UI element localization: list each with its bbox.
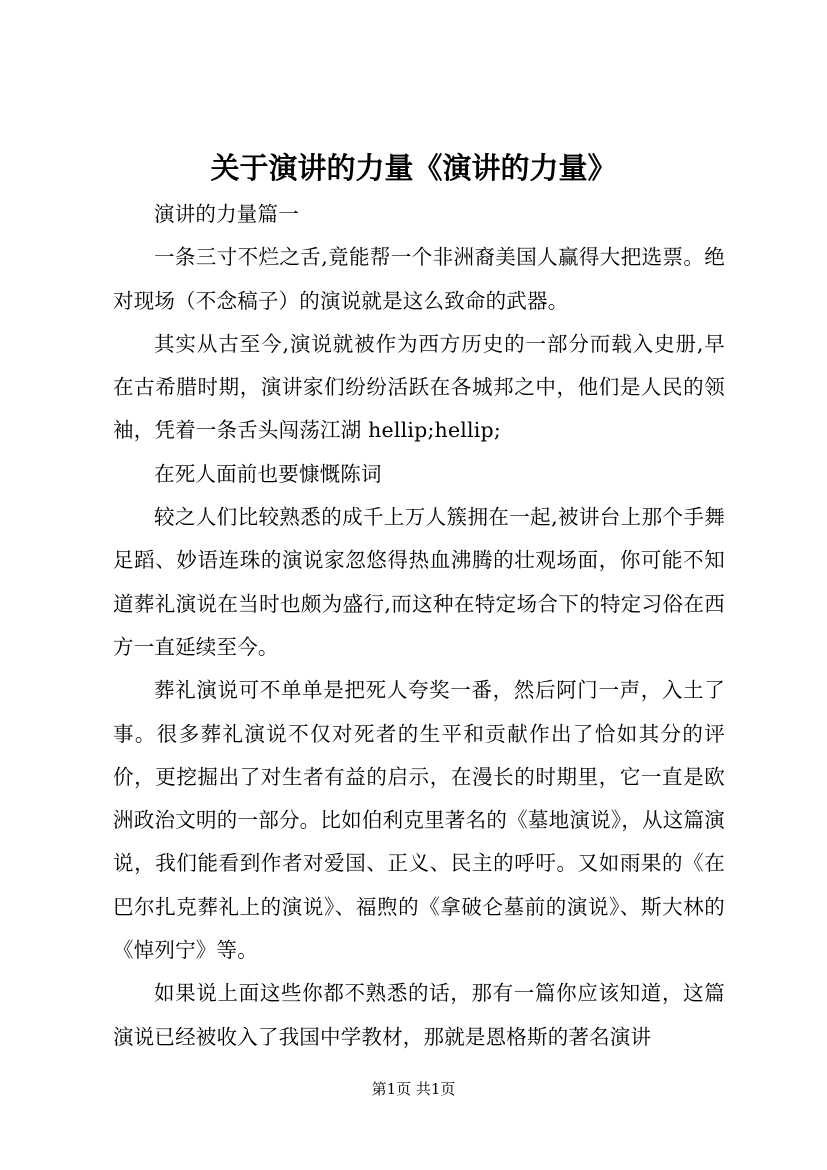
document-title: 关于演讲的力量《演讲的力量》	[210, 151, 617, 185]
document-body	[113, 193, 725, 1059]
paragraph: 葬礼演说可不单单是把死人夸奖一番，然后阿门一声，入土了事。很多葬礼演说不仅对死者的生平和贡献作出了恰如其分的评价，更挖掘出了对生者有益的启示，在漫长的时期里，它一直是欧洲政治文明的一部分。比如伯利克里著名的《墓地演说》，从这篇演说，我们能看到作者对爱国、正义、民主的呼吁。又如雨果的《在巴尔扎克葬礼上的演说》、福煦的《拿破仑墓前的演说》、斯大林的《悼列宁》等。	[113, 678, 725, 963]
paragraph: 如果说上面这些你都不熟悉的话，那有一篇你应该知道，这篇演说已经被收入了我国中学教材，那就是恩格斯的著名演讲	[113, 981, 725, 1049]
paragraph: 一条三寸不烂之舌,竟能帮一个非洲裔美国人赢得大把选票。绝对现场（不念稿子）的演说就是这么致命的武器。	[113, 245, 725, 313]
paragraph: 其实从古至今,演说就被作为西方历史的一部分而载入史册,早在古希腊时期，演讲家们纷纷活跃在各城邦之中，他们是人民的领袖，凭着一条舌头闯荡江湖 hellip;hellip;	[113, 331, 725, 443]
paragraph: 较之人们比较熟悉的成千上万人簇拥在一起,被讲台上那个手舞足蹈、妙语连珠的演说家忽悠得热血沸腾的壮观场面，你可能不知道葬礼演说在当时也颇为盛行,而这种在特定场合下的特定习俗在西方一直延续至今。	[113, 505, 725, 659]
subheading: 在死人面前也要慷慨陈词	[154, 461, 382, 486]
section-heading: 演讲的力量篇一	[154, 202, 299, 226]
page-footer: 第1页 共1页	[371, 1080, 456, 1098]
